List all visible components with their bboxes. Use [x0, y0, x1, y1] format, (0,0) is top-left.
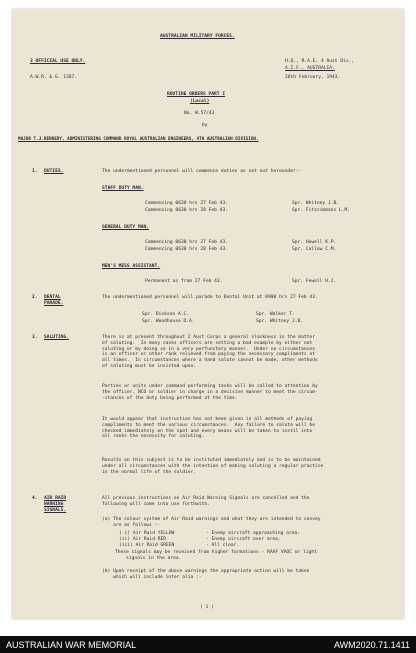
air-raid-note: These signals may be received from higher formations - RAAF VAOC or light signals in the area.	[115, 550, 317, 561]
file-reference: A.W.R. & G. 1387.	[30, 75, 78, 80]
saluting-heading: SALUTING.	[44, 335, 69, 340]
orders-subtitle: (Local)	[190, 99, 210, 104]
hq-address-line2: A.I.F., AUSTRALIA.	[285, 66, 335, 71]
staff-duty-who: Spr. Fitzsimmons L.M.	[292, 208, 351, 213]
warning-colour-code: (iii) Air Raid GREEN	[119, 543, 175, 548]
mess-assistant-heading: MEN'S MESS ASSISTANT.	[102, 264, 161, 269]
dental-name: Spr. Walker T.	[256, 312, 295, 317]
air-raid-intro: All previous instructions on Air Raid Warning Signals are cancelled and the following will come into use forthwith.	[102, 496, 310, 507]
warning-colour-meaning: - All clear.	[206, 543, 240, 548]
saluting-paragraph: Parties or units under command performing tasks will be called to attention by the officer, NCO or soldier in charge in a decisive manner to meet the circum- -stances of the duty being performed at the time.	[102, 384, 318, 401]
saluting-paragraph: It would appear that instruction has not been given in all methods of paying compliments to meet the various circumstances. Any failure to salute will be checked immediately on the spot and every means will be taken to instil into all ranks the necessity for saluting.	[102, 417, 315, 440]
warning-colour-code: (ii) Air Raid RED	[119, 537, 167, 542]
saluting-paragraph: There is at present throughout 2 Aust Corps a general slackness in the matter of saluting. In many cases officers are setting a bad example by either not saluting or by doing so in a very perfunctory manner. Under no circumstances is an officer or other rank relieved from paying the necessary compliments at all times. In circumstances where a hand salute cannot be made, other methods of saluting must be insisted upon.	[102, 335, 318, 369]
orders-title: ROUTINE ORDERS PART I	[167, 92, 226, 97]
hq-address-line1: H.Q., R.A.E. 4 Aust Div.,	[285, 59, 355, 64]
document-date: 26th February, 1943.	[285, 75, 341, 80]
warning-colour-meaning: - Enemy aircraft over area.	[206, 537, 281, 542]
section-number: 3.	[32, 335, 38, 340]
mess-assistant-when: Permanent as from 27 Feb 43.	[145, 279, 223, 284]
staff-duty-when: Commencing 0630 hrs 28 Feb 43.	[145, 208, 228, 213]
staff-duty-heading: STAFF DUTY MAN.	[102, 186, 144, 191]
staff-duty-when: Commencing 0630 hrs 27 Feb 43.	[145, 201, 228, 206]
dental-heading-line1: DENTAL	[44, 295, 61, 300]
duties-intro: The undermentioned personnel will commence duties as set out hereunder:-	[102, 169, 302, 174]
dental-name: Spr. Whitney J.B.	[256, 319, 304, 324]
page-number: ( 1 )	[200, 605, 214, 610]
dental-name: Spr. Dickson A.C.	[142, 312, 190, 317]
general-duty-who: Spr. Howell K.P.	[292, 240, 337, 245]
author-line: MAJOR T.J.KENNEDY, ADMINISTERING COMMAND ROYAL AUSTRALIAN ENGINEERS, 4TH AUSTRALIAN DIVISION.	[18, 137, 259, 142]
warning-colour-code: ( i) Air Raid YELLOW	[119, 531, 175, 536]
general-duty-when: Commencing 0630 hrs 27 Feb 43.	[145, 240, 228, 245]
air-raid-heading-line: SIGNALS.	[44, 508, 67, 513]
general-duty-who: Spr. Callow C.M.	[292, 247, 337, 252]
archive-name: AUSTRALIAN WAR MEMORIAL	[6, 640, 137, 650]
by-line: by	[202, 123, 208, 128]
section-number: 2.	[32, 295, 38, 300]
dental-heading-line2: PARADE.	[44, 301, 64, 306]
saluting-paragraph: Results on this subject is to be instituted immediately and is to be maintained under all circumstances with the intention of making saluting a regular practice in the normal life of the soldier.	[102, 458, 324, 475]
section-number: 1.	[32, 169, 38, 174]
orders-number: No. W.57/43	[184, 111, 215, 116]
air-raid-heading-line: AIR RAID	[44, 496, 67, 501]
general-duty-when: Commencing 0630 hrs 28 Feb 43.	[145, 247, 228, 252]
warning-colour-meaning: - Enemy aircraft approaching area.	[206, 531, 301, 536]
staff-duty-who: Spr. Whitney J.B.	[292, 201, 340, 206]
security-classification: 3 OFFICIAL USE ONLY.	[30, 59, 86, 64]
document-page	[12, 9, 404, 619]
mess-assistant-who: Spr. Fewell H.J.	[292, 279, 337, 284]
dental-name: Spr. Woodhouse D.A.	[142, 319, 195, 324]
air-raid-heading-line: WARNING	[44, 502, 64, 507]
archive-catalogue-number: AWM2020.71.1411	[333, 640, 410, 650]
duties-heading: DUTIES.	[44, 169, 64, 174]
air-raid-item-a: (a) The colour system of Air Raid warnings and what they are intended to convey are as follows :-	[102, 517, 321, 528]
general-duty-heading: GENERAL DUTY MAN.	[102, 225, 150, 230]
air-raid-item-b: (b) Upon receipt of the above warnings the appropriate action will be taken which will include inter alia :-	[102, 569, 310, 580]
section-number: 4.	[32, 496, 38, 501]
dental-intro: The undermentioned personnel will parade to Dental Unit at 0900 hrs 27 Feb 43.	[102, 295, 318, 300]
org-title: AUSTRALIAN MILITARY FORCES.	[160, 34, 235, 39]
archive-footer-bar	[0, 636, 416, 653]
